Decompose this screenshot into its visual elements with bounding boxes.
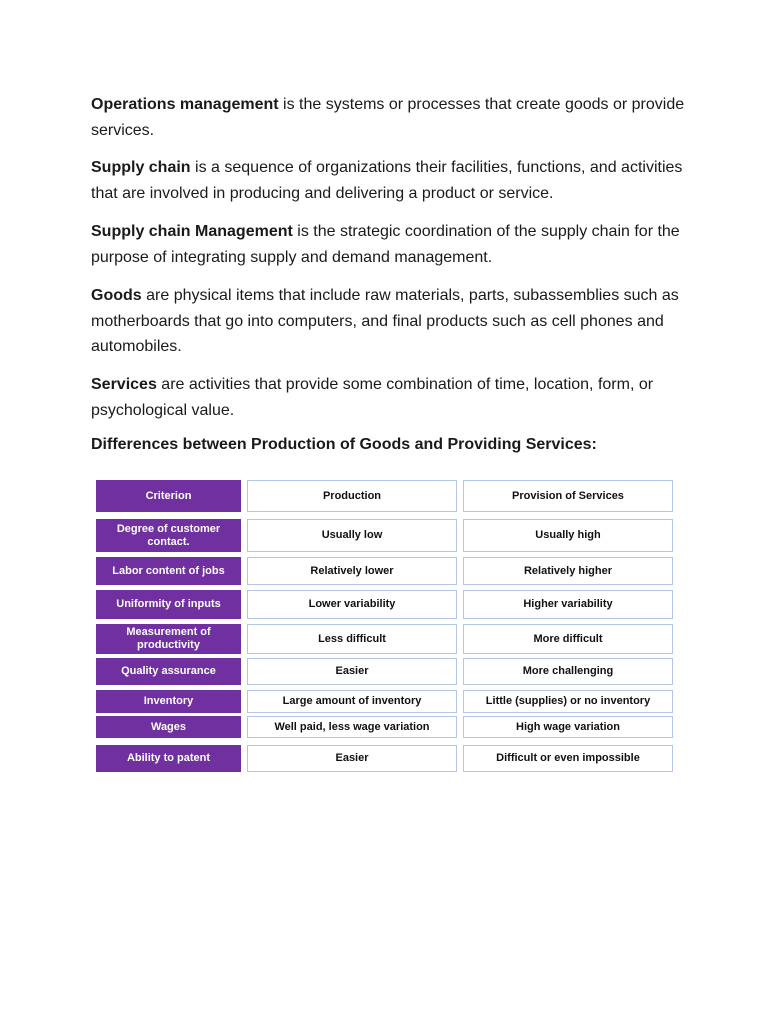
row-production: Easier <box>247 658 457 685</box>
row-services: High wage variation <box>463 716 673 738</box>
table-header-row <box>96 480 673 512</box>
table-row <box>96 716 673 738</box>
row-production: Easier <box>247 745 457 772</box>
header-services: Provision of Services <box>463 480 673 512</box>
table-row <box>96 590 673 619</box>
row-services: Little (supplies) or no inventory <box>463 690 673 713</box>
row-production: Well paid, less wage variation <box>247 716 457 738</box>
row-criterion: Labor content of jobs <box>96 557 241 585</box>
definition-term: Services <box>91 376 157 393</box>
row-criterion: Degree of customer contact. <box>96 519 241 552</box>
definition-term: Operations management <box>91 96 279 113</box>
definition-supply-chain-management <box>91 219 691 270</box>
row-services: Usually high <box>463 519 673 552</box>
header-criterion: Criterion <box>96 480 241 512</box>
row-services: More difficult <box>463 624 673 654</box>
table-row <box>96 624 673 654</box>
row-production: Less difficult <box>247 624 457 654</box>
definition-term: Supply chain <box>91 159 191 176</box>
table-row <box>96 745 673 772</box>
definition-text: is the systems or processes that create goods or provide services. <box>91 96 685 139</box>
definition-term: Supply chain Management <box>91 223 293 240</box>
row-services: Relatively higher <box>463 557 673 585</box>
row-production: Usually low <box>247 519 457 552</box>
section-heading: Differences between Production of Goods and Providing Services: <box>91 436 597 453</box>
row-criterion: Ability to patent <box>96 745 241 772</box>
row-criterion: Uniformity of inputs <box>96 590 241 619</box>
row-criterion: Quality assurance <box>96 658 241 685</box>
row-production: Relatively lower <box>247 557 457 585</box>
row-services: Higher variability <box>463 590 673 619</box>
row-services: Difficult or even impossible <box>463 745 673 772</box>
definition-term: Goods <box>91 287 142 304</box>
definition-text: are physical items that include raw materials, parts, subassemblies such as motherboards that go into computers, and final products such as cell phones and automobiles. <box>91 287 679 355</box>
definition-operations-management <box>91 92 691 143</box>
definition-supply-chain <box>91 155 691 206</box>
table-row <box>96 690 673 713</box>
table-row <box>96 519 673 552</box>
definition-text: is a sequence of organizations their facilities, functions, and activities that are involved in producing and delivering a product or service. <box>91 159 683 202</box>
row-criterion: Wages <box>96 716 241 738</box>
header-production: Production <box>247 480 457 512</box>
definition-services <box>91 372 691 423</box>
row-production: Lower variability <box>247 590 457 619</box>
row-production: Large amount of inventory <box>247 690 457 713</box>
table-row <box>96 557 673 585</box>
row-services: More challenging <box>463 658 673 685</box>
definition-text: are activities that provide some combination of time, location, form, or psychological value. <box>91 376 654 419</box>
row-criterion: Inventory <box>96 690 241 713</box>
definition-goods <box>91 283 691 360</box>
row-criterion: Measurement of productivity <box>96 624 241 654</box>
table-row <box>96 658 673 685</box>
definition-text: is the strategic coordination of the supply chain for the purpose of integrating supply and demand management. <box>91 223 680 266</box>
